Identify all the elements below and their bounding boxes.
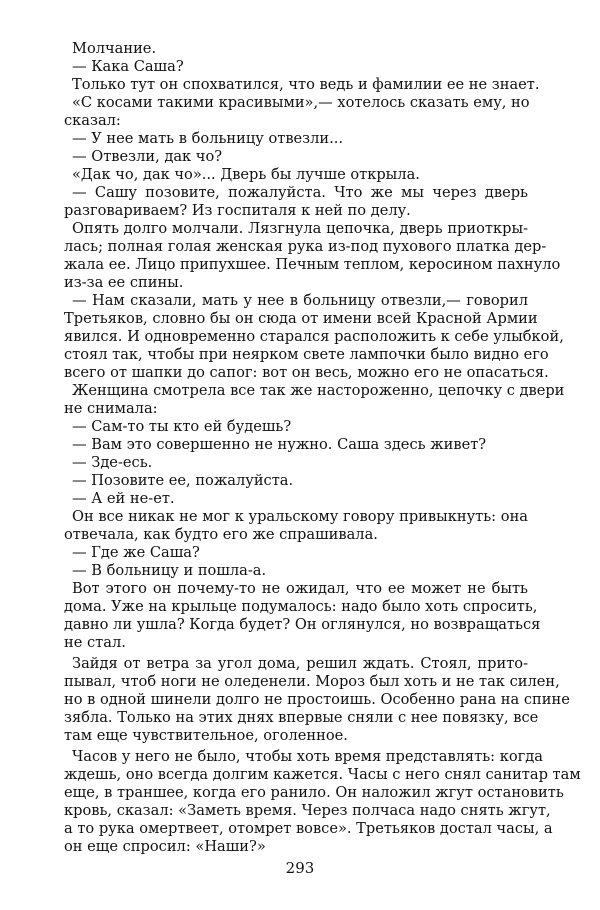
text-line: давно ли ушла? Когда будет? Он оглянулся, но возвращаться (64, 616, 541, 633)
text-line: Он все никак не мог к уральскому говору привыкнуть: она (72, 508, 528, 525)
text-line: Часов у него не было, чтобы хоть время представлять: когда (72, 748, 543, 765)
text-line: — Отвезли, дак чо? (72, 148, 223, 165)
text-page (64, 40, 581, 855)
text-line: еще, в траншее, когда его ранило. Он наложил жгут остановить (64, 784, 564, 801)
text-line: Женщина смотрела все так же настороженно, цепочку с двери (72, 382, 565, 399)
pnum (0, 858, 600, 878)
text-line: — Зде-есь. (72, 454, 153, 471)
text-line: разговариваем? Из госпиталя к ней по делу. (64, 202, 411, 219)
text-line: жала ее. Лицо припухшее. Печным теплом, керосином пахнуло (64, 256, 561, 273)
text-line: «С косами такими красивыми»,— хотелось сказать ему, но (72, 94, 530, 111)
text-line: стоял так, чтобы при неярком свете лампочки было видно его (64, 346, 549, 363)
text-line: дома. Уже на крыльце подумалось: надо было хоть спросить, (64, 598, 538, 615)
text-line: ждешь, оно всегда долгим кажется. Часы с него снял санитар там (64, 766, 581, 783)
text-line: всего от шапки до сапог: вот он весь, можно его не опасаться. (64, 364, 549, 381)
text-line: зябла. Только на этих днях впервые сняли с нее повязку, все (64, 709, 539, 726)
text-line: Зайдя от ветра за угол дома, решил ждать. Стоял, прито- (72, 655, 528, 672)
text-line: явился. И одновременно старался расположить к себе улыбкой, (64, 328, 564, 345)
text-line: сказал: (64, 112, 121, 129)
text-line: — А ей не-ет. (72, 490, 175, 507)
text-line: «Дак чо, дак чо»... Дверь бы лучше открыла. (72, 166, 420, 183)
text-line: — Сам-то ты кто ей будешь? (72, 418, 292, 435)
text-line: не стал. (64, 634, 126, 651)
text-line: он еще спросил: «Наши?» (64, 838, 266, 855)
text-line: но в одной шинели долго не простоишь. Особенно рана на спине (64, 691, 570, 708)
text-line: там еще чувствительное, оголенное. (64, 727, 348, 744)
text-line: Опять долго молчали. Лязгнула цепочка, дверь приоткры- (72, 220, 528, 237)
text-line: кровь, сказал: «Заметь время. Через полчаса надо снять жгут, (64, 802, 551, 819)
text-line: Только тут он спохватился, что ведь и фамилии ее не знает. (72, 76, 540, 93)
text-line: пывал, чтоб ноги не оледенели. Мороз был хоть и не так силен, (64, 673, 560, 690)
text-line: из-за ее спины. (64, 274, 184, 291)
text-line: Третьяков, словно бы он сюда от имени всей Красной Армии (64, 310, 538, 327)
text-line: — Где же Саша? (72, 544, 200, 561)
text-line: а то рука омертвеет, отомрет вовсе». Третьяков достал часы, а (64, 820, 553, 837)
text-line: — Кака Саша? (72, 58, 184, 75)
text-line: — Нам сказали, мать у нее в больницу отвезли,— говорил (72, 292, 528, 309)
text-line: Вот этого он почему-то не ожидал, что ее может не быть (72, 580, 528, 597)
text-line: — Позовите ее, пожалуйста. (72, 472, 294, 489)
text-line: — У нее мать в больницу отвезли... (72, 130, 344, 147)
text-line: — Сашу позовите, пожалуйста. Что же мы через дверь (72, 184, 528, 201)
page-number: 293 (285, 859, 315, 877)
text-line: Молчание. (72, 40, 157, 57)
text-line: — Вам это совершенно не нужно. Саша здесь живет? (72, 436, 487, 453)
text-line: отвечала, как будто его же спрашивала. (64, 526, 378, 543)
text-line: лась; полная голая женская рука из-под пухового платка дер- (64, 238, 547, 255)
text-line: — В больницу и пошла-а. (72, 562, 267, 579)
text-line: не снимала: (64, 400, 158, 417)
